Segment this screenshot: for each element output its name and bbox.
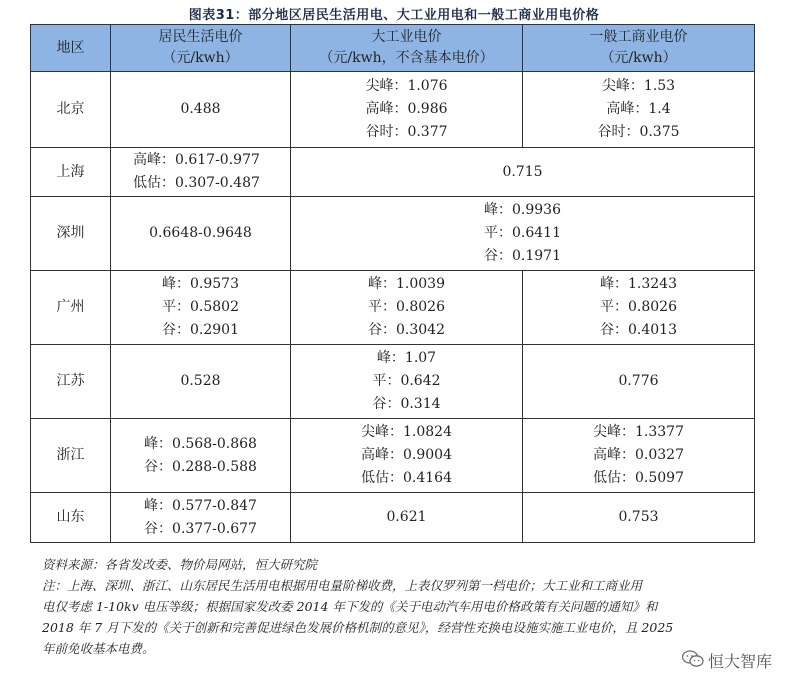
table-row-shanghai [31,148,755,197]
residential-cell: 0.6648-0.9648 [111,197,291,271]
wechat-watermark [682,649,772,672]
region-cell: 江苏 [31,345,111,419]
table-row-beijing [31,72,755,148]
residential-cell: 峰：0.9573 平：0.5802 谷：0.2901 [111,271,291,345]
region-cell: 深圳 [31,197,111,271]
commercial-cell: 0.753 [523,493,755,543]
header-industrial: 大工业电价 （元/kwh，不含基本电价） [291,25,523,72]
industrial-cell: 峰：1.0039 平：0.8026 谷：0.3042 [291,271,523,345]
region-cell: 北京 [31,72,111,148]
merged-industrial-commercial-cell: 0.715 [291,148,755,197]
table-header-row [31,25,755,72]
commercial-cell: 尖峰：1.3377 高峰：0.0327 低估：0.5097 [523,419,755,493]
industrial-cell: 尖峰：1.0824 高峰：0.9004 低估：0.4164 [291,419,523,493]
region-cell: 浙江 [31,419,111,493]
merged-industrial-commercial-cell: 峰：0.9936 平：0.6411 谷：0.1971 [291,197,755,271]
header-commercial: 一般工商业电价 （元/kwh） [523,25,755,72]
table-row-shenzhen [31,197,755,271]
table-row-jiangsu [31,345,755,419]
table-row-shandong [31,493,755,543]
residential-cell: 0.488 [111,72,291,148]
region-cell: 上海 [31,148,111,197]
commercial-cell: 峰：1.3243 平：0.8026 谷：0.4013 [523,271,755,345]
header-region: 地区 [31,25,111,72]
note-line: 年前免收基本电费。 [42,641,155,656]
watermark-text: 恒大智库 [707,652,772,671]
table-row-guangzhou [31,271,755,345]
commercial-cell: 0.776 [523,345,755,419]
header-residential: 居民生活电价 （元/kwh） [111,25,291,72]
table-row-zhejiang [31,419,755,493]
residential-cell: 峰：0.577-0.847 谷：0.377-0.677 [111,493,291,543]
region-cell: 山东 [31,493,111,543]
industrial-cell: 0.621 [291,493,523,543]
wechat-icon [682,650,708,672]
industrial-cell: 峰：1.07 平：0.642 谷：0.314 [291,345,523,419]
residential-cell: 高峰：0.617-0.977 低估：0.307-0.487 [111,148,291,197]
commercial-cell: 尖峰：1.53 高峰：1.4 谷时：0.375 [523,72,755,148]
region-cell: 广州 [31,271,111,345]
industrial-cell: 尖峰：1.076 高峰：0.986 谷时：0.377 [291,72,523,148]
electricity-price-table [30,24,755,543]
notes-section [42,554,772,659]
figure-title: 图表31：部分地区居民生活用电、大工业用电和一般工商业用电价格 [188,8,600,23]
source-note: 资料来源：各省发改委、物价局网站，恒大研究院 [42,557,318,572]
residential-cell: 0.528 [111,345,291,419]
residential-cell: 峰：0.568-0.868 谷：0.288-0.588 [111,419,291,493]
note-line: 注：上海、深圳、浙江、山东居民生活用电根据用电量阶梯收费，上表仅罗列第一档电价；大工业和工商业用 [42,578,643,593]
note-line: 电仅考虑 1-10kv 电压等级；根据国家发改委 2014 年下发的《关于电动汽车用电价格政策有关问题的通知》和 [42,599,658,614]
note-line: 2018 年 7 月下发的《关于创新和完善促进绿色发展价格机制的意见》，经营性充换电设施实施工业电价，且 2025 [42,620,674,635]
